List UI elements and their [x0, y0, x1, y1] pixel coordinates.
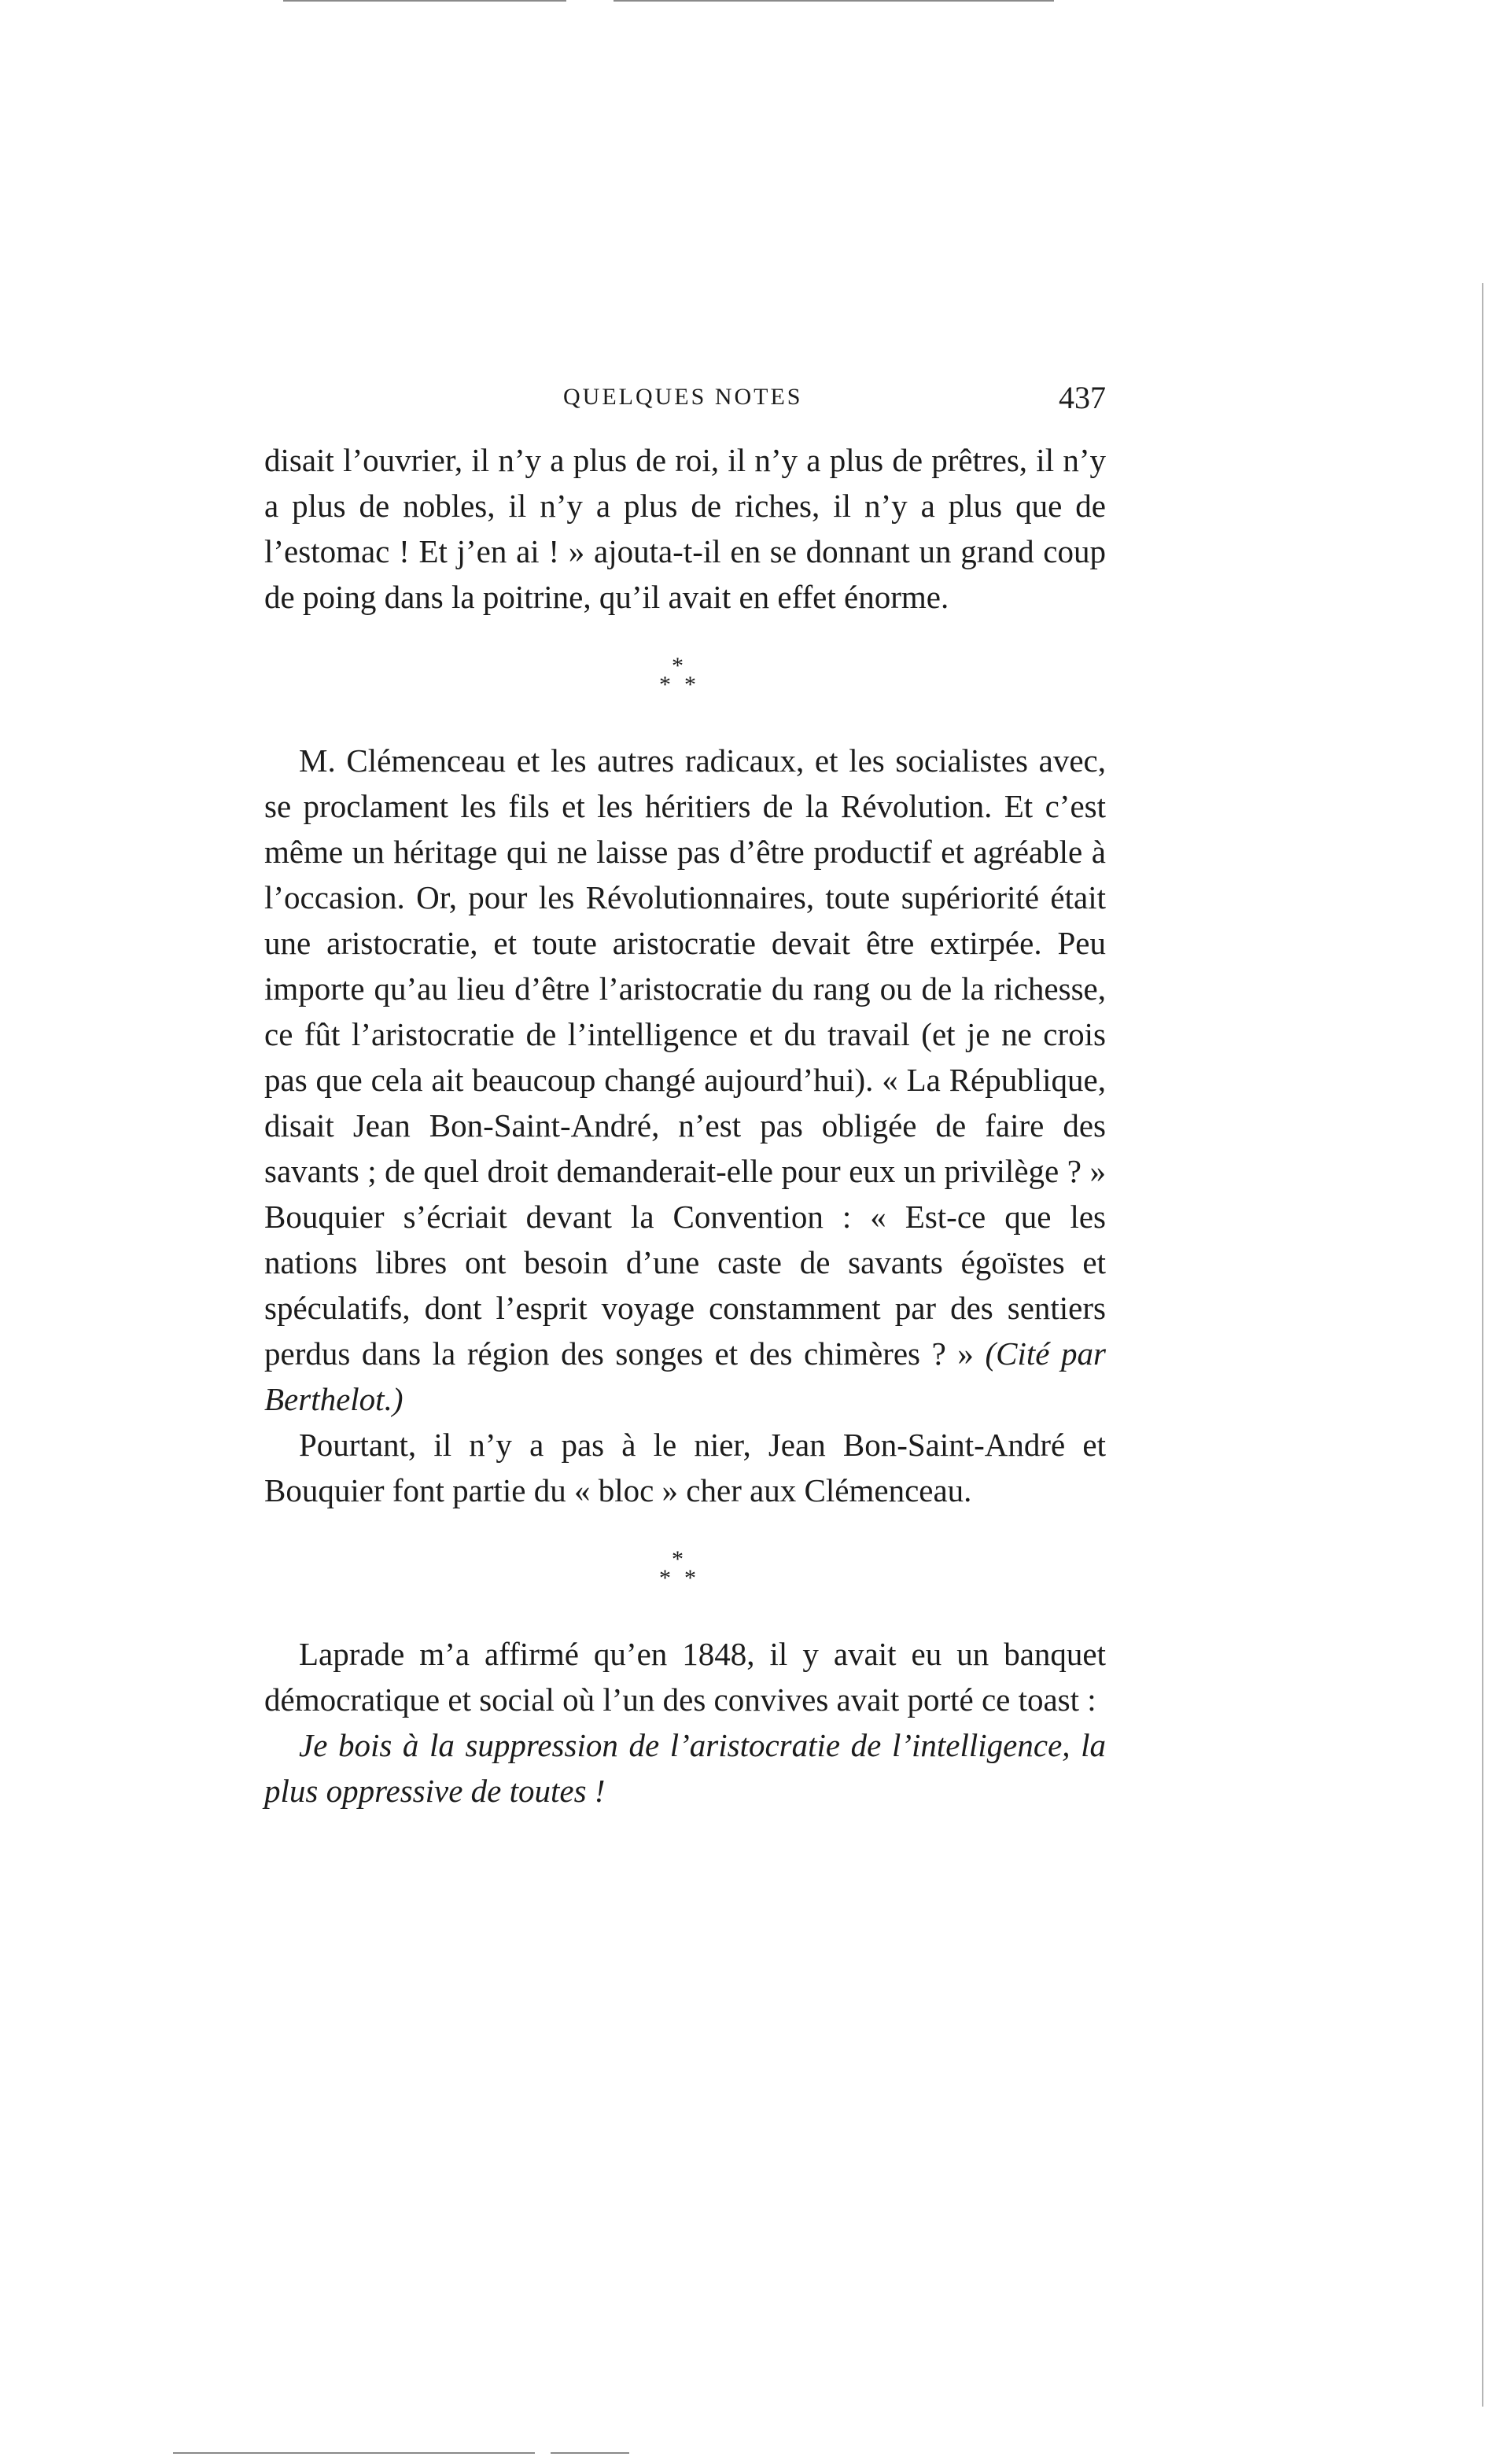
scan-edge-right-line: [1482, 283, 1483, 2407]
asterism-star: *: [659, 672, 671, 698]
paragraph-clemenceau: [264, 738, 1106, 1422]
asterism-separator-2: [264, 1534, 1106, 1609]
asterism-star: *: [659, 1565, 671, 1591]
page-number: 437: [1059, 380, 1106, 415]
citation-berthelot: (Cité par Berthelot.): [264, 1335, 1107, 1417]
scan-edge-bottom-line: [173, 2452, 535, 2454]
asterism-star: *: [672, 1546, 684, 1572]
scan-edge-bottom-line-right: [551, 2452, 629, 2454]
running-title: QUELQUES NOTES: [563, 384, 803, 410]
paragraph-ouvrier: disait l’ouvrier, il n’y a plus de roi, il n’y a plus de prêtres, il n’y a plus de nobles, il n’y a plus de riches, il n’y a plus que de l’estomac ! Et j’en ai ! » ajouta-t-il en se donnant un grand coup de poing dans la poitrine, qu’il avait en effet énorme.: [264, 442, 1106, 615]
scan-edge-top-line: [283, 0, 566, 2]
page-header: [264, 379, 1106, 426]
paragraph-laprade: Laprade m’a affirmé qu’en 1848, il y avait eu un banquet démocratique et social où l’un des convives avait porté ce toast :: [264, 1636, 1106, 1718]
asterism-star: *: [684, 672, 696, 698]
asterism-star: *: [684, 1565, 696, 1591]
paragraph-pourtant: Pourtant, il n’y a pas à le nier, Jean Bon-Saint-André et Bouquier font partie du « bloc » cher aux Clémenceau.: [264, 1427, 1106, 1508]
asterism-star: *: [672, 653, 684, 679]
asterism-separator-1: [264, 640, 1106, 716]
toast-quote: Je bois à la suppression de l’aristocratie de l’intelligence, la plus oppressive de toutes !: [264, 1727, 1106, 1809]
page-body: [264, 437, 1106, 1814]
scan-edge-top-line-right: [614, 0, 1054, 2]
paragraph-clemenceau-text: M. Clémenceau et les autres radicaux, et les socialistes avec, se proclament les fils et les héritiers de la Révolution. Et c’est même un héritage qui ne laisse pas d’être productif et agréable à l’occasion. Or, pour les Révolutionnaires, toute supériorité était une aristocratie, et toute aristocratie devait être extirpée. Peu importe qu’au lieu d’être l’aristocratie du rang ou de la richesse, ce fût l’aristocratie de l’intelligence et du travail (et je ne crois pas que cela ait beaucoup changé aujourd’hui). « La République, disait Jean Bon-Saint-André, n’est pas obligée de faire des savants ; de quel droit demanderait-elle pour eux un privilège ? » Bouquier s’écriait devant la Convention : « Est-ce que les nations libres ont besoin d’une caste de savants égoïstes et spéculatifs, dont l’esprit voyage constamment par des sentiers perdus dans la région des songes et des chimères ? »: [264, 742, 1106, 1372]
